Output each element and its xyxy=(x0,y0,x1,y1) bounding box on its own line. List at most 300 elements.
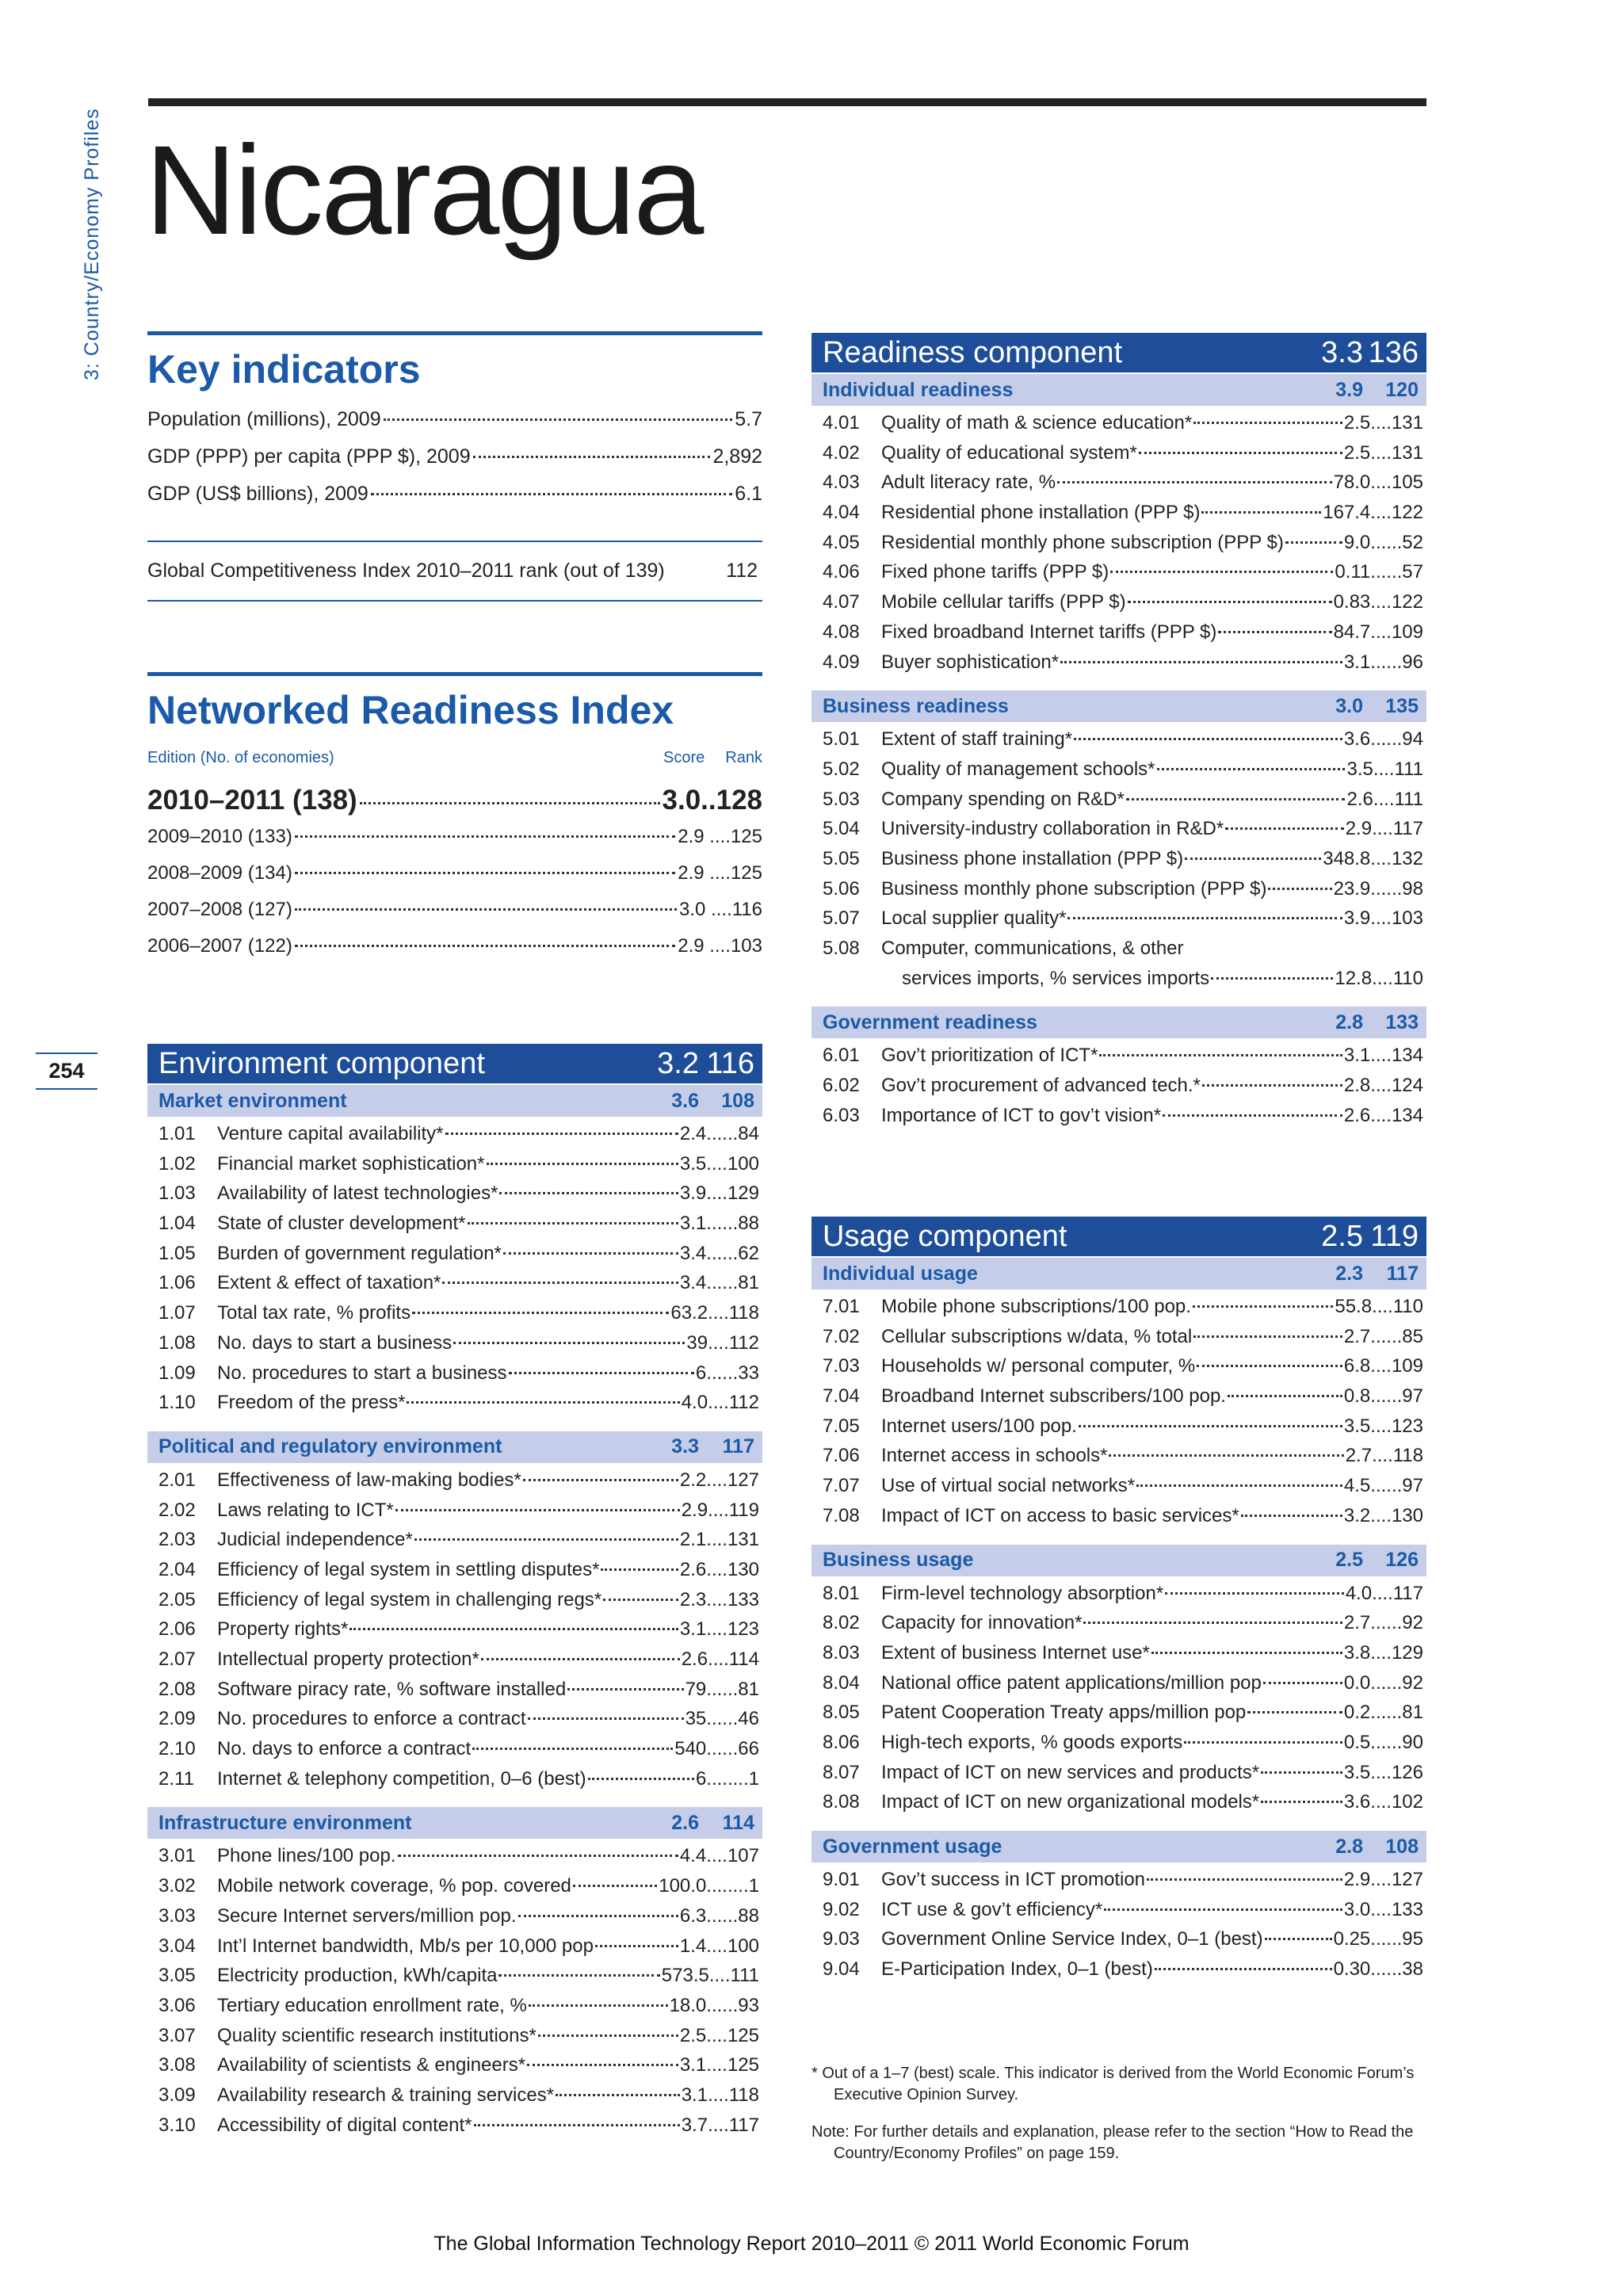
indicator-label: Tertiary education enrollment rate, % xyxy=(217,1994,527,2016)
indicator-number: 5.08 xyxy=(823,938,860,959)
indicator-number: 7.06 xyxy=(823,1445,860,1467)
indicator-score: 6 xyxy=(695,1362,707,1384)
indicator-label: Internet & telephony competition, 0–6 (best) xyxy=(217,1767,586,1790)
indicator-label: Households w/ personal computer, % xyxy=(881,1355,1196,1377)
nri-score-rank: 3.0..128 xyxy=(662,785,762,816)
indicator-score: 2.7 xyxy=(1345,1445,1373,1467)
indicator-score: 3.5 xyxy=(1343,1415,1371,1437)
indicator-rank: 92 xyxy=(1402,1671,1423,1694)
subindex-score: 3.0 xyxy=(1335,694,1363,717)
nri-score-rank: 3.0 ....116 xyxy=(679,899,762,920)
indicator-number: 3.09 xyxy=(158,2084,196,2106)
dot-leader xyxy=(412,1312,669,1314)
indicator-rank: 92 xyxy=(1402,1612,1423,1634)
nri-edition-header: Edition (No. of economies) xyxy=(147,749,334,766)
indicator-rank: 132 xyxy=(1391,847,1423,869)
nri-history-row xyxy=(147,899,762,935)
indicator-number: 2.05 xyxy=(158,1588,196,1610)
indicator-label: Population (millions), 2009 xyxy=(147,408,381,430)
dot-leader xyxy=(384,418,733,421)
indicator-score: 84.7 xyxy=(1333,621,1371,643)
indicator-row xyxy=(823,442,1423,472)
indicator-score: 3.4 xyxy=(679,1272,707,1294)
indicator-number: 5.03 xyxy=(823,788,860,810)
indicator-row xyxy=(823,1791,1423,1821)
subindex-name: Individual readiness xyxy=(823,378,1014,401)
nri-edition: 2007–2008 (127) xyxy=(147,899,292,920)
dot-leader xyxy=(528,1717,684,1720)
indicator-label: No. procedures to enforce a contract xyxy=(217,1708,526,1730)
indicator-rank: 127 xyxy=(727,1469,759,1491)
indicator-label: No. days to start a business xyxy=(217,1331,453,1354)
indicator-rank: 103 xyxy=(1391,907,1423,930)
indicator-label: Gov’t prioritization of ICT* xyxy=(881,1045,1098,1067)
indicator-row xyxy=(158,1708,759,1738)
dot-leader xyxy=(295,835,675,838)
indicator-label: Impact of ICT on new organizational models* xyxy=(881,1791,1260,1813)
indicator-rank: 102 xyxy=(1391,1791,1423,1813)
indicator-number: 1.06 xyxy=(158,1272,196,1294)
subindex-header xyxy=(812,374,1426,406)
indicator-label: Impact of ICT on new services and products* xyxy=(881,1761,1260,1783)
indicator-number: 8.08 xyxy=(823,1791,860,1813)
indicator-list xyxy=(147,1463,762,1806)
dot-separator: ...... xyxy=(1370,1958,1403,1981)
indicator-label: Efficiency of legal system in challenging regs* xyxy=(217,1588,602,1610)
indicator-row xyxy=(158,1589,759,1619)
nri-edition: 2010–2011 (138) xyxy=(147,785,357,816)
indicator-rank: 81 xyxy=(738,1272,759,1294)
dot-separator: .... xyxy=(1370,1075,1392,1097)
indicator-number: 1.03 xyxy=(158,1182,196,1205)
indicator-rank: 124 xyxy=(1391,1075,1423,1097)
indicator-number: 2.01 xyxy=(158,1469,196,1491)
dot-leader xyxy=(1197,1365,1342,1367)
dot-leader xyxy=(538,2034,678,2037)
indicator-rank: 110 xyxy=(1392,967,1423,989)
indicator-number: 1.04 xyxy=(158,1213,196,1235)
indicator-row xyxy=(823,1762,1423,1792)
indicator-row xyxy=(823,1355,1423,1385)
indicator-row xyxy=(823,1045,1423,1075)
indicator-score: 23.9 xyxy=(1333,877,1371,900)
indicator-label: Computer, communications, & other xyxy=(881,938,1184,959)
key-indicators-list xyxy=(147,408,762,520)
indicator-rank: 133 xyxy=(727,1588,759,1610)
dot-leader xyxy=(349,1628,678,1630)
indicator-number: 7.02 xyxy=(823,1325,860,1347)
dot-separator: .... xyxy=(1370,472,1392,494)
component-score: 2.5 xyxy=(1321,1219,1363,1253)
indicator-number: 1.05 xyxy=(158,1242,196,1264)
indicator-rank: 84 xyxy=(738,1123,759,1144)
nri-edition: 2009–2010 (133) xyxy=(147,826,292,847)
subindex-rank: 133 xyxy=(1385,1010,1419,1033)
dot-leader xyxy=(481,1658,680,1660)
indicator-rank: 1 xyxy=(748,1875,759,1897)
indicator-number: 8.05 xyxy=(823,1702,860,1724)
indicator-number: 8.02 xyxy=(823,1612,860,1634)
indicator-number: 7.08 xyxy=(823,1504,860,1526)
indicator-row xyxy=(158,1499,759,1530)
dot-leader xyxy=(1099,1054,1342,1056)
indicator-rank: 131 xyxy=(1391,441,1423,464)
dot-separator: .... xyxy=(706,1558,727,1580)
indicator-number: 7.05 xyxy=(823,1415,860,1437)
dot-leader xyxy=(588,1778,694,1780)
indicator-number: 5.04 xyxy=(823,818,860,840)
dot-separator: .... xyxy=(706,1588,727,1610)
indicator-label: Adult literacy rate, % xyxy=(881,472,1056,494)
indicator-label: Cellular subscriptions w/data, % total xyxy=(881,1325,1193,1347)
indicator-number: 3.08 xyxy=(158,2054,196,2076)
indicator-label: Property rights* xyxy=(217,1618,349,1641)
dot-separator: .... xyxy=(1370,1898,1392,1920)
indicator-number: 8.06 xyxy=(823,1731,860,1753)
indicator-rank: 98 xyxy=(1402,877,1423,900)
dot-separator: ...... xyxy=(706,1123,739,1144)
indicator-label: Secure Internet servers/million pop. xyxy=(217,1904,517,1927)
indicator-row xyxy=(158,1153,759,1183)
dot-leader xyxy=(518,1915,678,1917)
dot-leader xyxy=(1139,452,1342,454)
indicator-rank: 111 xyxy=(730,1965,759,1987)
indicator-score: 2.2 xyxy=(679,1469,707,1491)
indicator-number: 4.04 xyxy=(823,502,860,524)
indicator-rank: 81 xyxy=(1402,1702,1423,1724)
indicator-label: Residential phone installation (PPP $) xyxy=(881,502,1201,524)
dot-leader xyxy=(1193,1305,1333,1308)
indicator-row xyxy=(823,878,1423,908)
dot-leader xyxy=(499,1192,678,1194)
indicator-rank: 130 xyxy=(1391,1504,1423,1526)
dot-separator: .... xyxy=(1370,1761,1392,1783)
indicator-rank: 52 xyxy=(1402,531,1423,553)
component-rank: 136 xyxy=(1368,335,1419,369)
indicator-rank: 105 xyxy=(1391,472,1423,494)
indicator-label-continued: services imports, % services imports xyxy=(902,967,1210,989)
indicator-label: Efficiency of legal system in settling disputes* xyxy=(217,1558,600,1580)
indicator-rank: 127 xyxy=(1391,1869,1423,1890)
dot-separator: ...... xyxy=(1370,1702,1403,1724)
dot-leader xyxy=(1285,541,1342,544)
subindex-name: Business usage xyxy=(823,1549,974,1571)
subindex-header xyxy=(812,1258,1426,1289)
dot-separator: ...... xyxy=(1370,1612,1403,1634)
indicator-score: 3.5 xyxy=(1343,1761,1371,1783)
indicator-row xyxy=(158,1332,759,1362)
indicator-row xyxy=(823,1672,1423,1702)
indicator-label: Government Online Service Index, 0–1 (best) xyxy=(881,1928,1263,1950)
dot-separator: .... xyxy=(1370,1504,1392,1526)
component-name: Environment component xyxy=(158,1046,485,1080)
indicator-rank: 134 xyxy=(1391,1104,1423,1126)
dot-leader xyxy=(1165,1592,1344,1595)
dot-separator: .... xyxy=(1373,788,1395,810)
dot-separator: .... xyxy=(1370,1641,1392,1664)
indicator-rank: 123 xyxy=(1391,1415,1423,1437)
indicator-number: 9.02 xyxy=(823,1898,860,1920)
indicator-rank: 81 xyxy=(738,1678,759,1700)
indicator-number: 3.03 xyxy=(158,1904,196,1927)
indicator-list xyxy=(812,406,1426,689)
dot-leader xyxy=(1185,858,1321,860)
indicator-number: 1.01 xyxy=(158,1123,196,1144)
dot-leader xyxy=(1057,481,1331,483)
indicator-rank: 57 xyxy=(1402,561,1423,583)
gci-value: 112 xyxy=(726,560,758,582)
indicator-score: 2.5 xyxy=(1343,441,1371,464)
indicator-rank: 112 xyxy=(728,1331,759,1354)
nri-edition: 2008–2009 (134) xyxy=(147,862,292,884)
indicator-score: 3.1 xyxy=(679,1213,707,1235)
component-header xyxy=(812,1217,1426,1256)
indicator-label: Company spending on R&D* xyxy=(881,788,1125,810)
dot-leader xyxy=(295,872,675,874)
indicator-row xyxy=(823,1075,1423,1105)
nri-history-row xyxy=(147,862,762,899)
dot-separator: ...... xyxy=(706,1242,739,1264)
subindex-rank: 120 xyxy=(1385,378,1419,401)
dot-leader xyxy=(1261,1801,1342,1803)
indicator-label: Financial market sophistication* xyxy=(217,1152,485,1175)
page-footer: The Global Information Technology Report 2010–2011 © 2011 World Economic Forum xyxy=(433,2233,1190,2255)
subindex-header xyxy=(147,1807,762,1839)
environment-component xyxy=(147,1044,762,2152)
indicator-number: 3.01 xyxy=(158,1845,196,1867)
indicator-score: 12.8 xyxy=(1335,967,1373,989)
dot-leader xyxy=(1126,798,1346,800)
indicator-number: 8.01 xyxy=(823,1582,860,1604)
subindex-name: Market environment xyxy=(158,1089,347,1112)
indicator-label: Importance of ICT to gov’t vision* xyxy=(881,1104,1162,1126)
indicator-label: Availability of latest technologies* xyxy=(217,1182,498,1205)
indicator-number: 5.01 xyxy=(823,728,860,751)
dot-separator: .... xyxy=(706,1845,727,1867)
indicator-score: 55.8 xyxy=(1335,1296,1373,1317)
indicator-score: 4.5 xyxy=(1343,1475,1371,1497)
indicator-row xyxy=(823,1296,1423,1326)
indicator-rank: 66 xyxy=(738,1738,759,1760)
indicator-rank: 133 xyxy=(1391,1898,1423,1920)
indicator-score: 2.3 xyxy=(679,1588,707,1610)
dot-separator: .... xyxy=(706,1529,727,1551)
indicator-label: Software piracy rate, % software installed xyxy=(217,1678,567,1700)
dot-leader xyxy=(398,1855,678,1857)
indicator-number: 7.03 xyxy=(823,1355,860,1377)
indicator-row xyxy=(158,2025,759,2055)
indicator-score: 3.5 xyxy=(679,1152,707,1175)
indicator-rank: 131 xyxy=(727,1529,759,1551)
indicator-rank: 100 xyxy=(727,1152,759,1175)
dot-separator: .... xyxy=(1370,591,1392,613)
indicator-rank: 126 xyxy=(1391,1761,1423,1783)
indicator-score: 6 xyxy=(695,1767,707,1790)
indicator-label: Freedom of the press* xyxy=(217,1392,406,1414)
indicator-rank: 88 xyxy=(738,1213,759,1235)
indicator-label: Broadband Internet subscribers/100 pop. xyxy=(881,1385,1226,1408)
component-score: 3.3 xyxy=(1321,335,1363,369)
dot-leader xyxy=(1104,1908,1342,1911)
indicator-row xyxy=(158,1123,759,1153)
subindex-rank: 135 xyxy=(1385,694,1419,717)
indicator-rank: 112 xyxy=(728,1392,759,1414)
indicator-score: 2.5 xyxy=(1343,412,1371,434)
indicator-label: State of cluster development* xyxy=(217,1213,466,1235)
dot-leader xyxy=(1128,601,1332,603)
indicator-rank: 111 xyxy=(1394,788,1423,810)
indicator-number: 9.03 xyxy=(823,1928,860,1950)
dot-leader xyxy=(1151,1652,1342,1654)
indicator-list xyxy=(812,1289,1426,1543)
indicator-score: 3.2 xyxy=(1343,1504,1371,1526)
dot-leader xyxy=(1241,1515,1342,1517)
indicator-score: 78.0 xyxy=(1333,472,1371,494)
dot-separator: ...... xyxy=(706,1738,739,1760)
indicator-score: 2.6 xyxy=(1346,788,1373,810)
indicator-row xyxy=(823,621,1423,651)
indicator-rank: 110 xyxy=(1392,1296,1423,1317)
dot-separator: ...... xyxy=(1370,651,1403,673)
dot-leader xyxy=(527,2064,678,2066)
dot-separator: .... xyxy=(708,1331,729,1354)
indicator-label: Judicial independence* xyxy=(217,1529,413,1551)
indicator-row xyxy=(823,1326,1423,1356)
dot-separator: .... xyxy=(708,1648,729,1670)
indicator-score: 2.7 xyxy=(1343,1325,1371,1347)
indicator-score: 3.9 xyxy=(679,1182,707,1205)
subindex-score: 2.5 xyxy=(1335,1549,1363,1571)
indicator-rank: 119 xyxy=(728,1499,759,1521)
indicator-row xyxy=(823,1642,1423,1672)
indicator-number: 9.01 xyxy=(823,1869,860,1890)
indicator-number: 3.02 xyxy=(158,1875,196,1897)
subindex-score: 3.3 xyxy=(671,1435,699,1458)
nri-score-rank: 2.9 ....103 xyxy=(678,935,762,957)
indicator-rank: 94 xyxy=(1402,728,1423,751)
nri-edition: 2006–2007 (122) xyxy=(147,935,292,957)
indicator-score: 63.2 xyxy=(670,1302,708,1324)
indicator-list xyxy=(812,1862,1426,1996)
indicator-row xyxy=(823,1475,1423,1505)
indicator-label: National office patent applications/million pop xyxy=(881,1671,1262,1694)
indicator-number: 6.03 xyxy=(823,1104,860,1126)
indicator-rank: 109 xyxy=(1391,621,1423,643)
indicator-rank: 122 xyxy=(1391,502,1423,524)
indicator-label: Quality of management schools* xyxy=(881,758,1155,780)
dot-separator: .... xyxy=(1372,1296,1393,1317)
indicator-rank: 122 xyxy=(1391,591,1423,613)
indicator-label: Accessibility of digital content* xyxy=(217,2114,472,2136)
indicator-row xyxy=(823,1958,1423,1988)
dot-leader xyxy=(1184,1741,1342,1744)
gci-row xyxy=(147,542,762,600)
indicator-label: E-Participation Index, 0–1 (best) xyxy=(881,1958,1153,1981)
indicator-label: High-tech exports, % goods exports xyxy=(881,1731,1183,1753)
dot-separator: ...... xyxy=(706,1678,739,1700)
indicator-score: 2.9 xyxy=(1345,818,1373,840)
dot-leader xyxy=(567,1688,683,1690)
indicator-label: University-industry collaboration in R&D* xyxy=(881,818,1224,840)
indicator-row xyxy=(823,412,1423,442)
indicator-row xyxy=(823,1702,1423,1732)
indicator-score: 79 xyxy=(685,1678,707,1700)
indicator-label: Patent Cooperation Treaty apps/million pop xyxy=(881,1702,1247,1724)
indicator-score: 100.0 xyxy=(659,1875,707,1897)
indicator-label: Availability of scientists & engineers* xyxy=(217,2054,526,2076)
indicator-score: 3.8 xyxy=(1343,1641,1371,1664)
indicator-score: 3.1 xyxy=(679,1618,707,1641)
gci-label: Global Competitiveness Index 2010–2011 rank (out of 139) xyxy=(147,560,665,582)
dot-separator: .... xyxy=(708,2114,729,2136)
dot-leader xyxy=(1157,768,1346,770)
indicator-score: 18.0 xyxy=(669,1994,707,2016)
nri-history-row xyxy=(147,826,762,862)
indicator-label: GDP (PPP) per capita (PPP $), 2009 xyxy=(147,445,471,468)
indicator-rank: 117 xyxy=(1392,818,1423,840)
indicator-label: Internet users/100 pop. xyxy=(881,1415,1077,1437)
indicator-row xyxy=(147,408,762,445)
subindex-score: 2.3 xyxy=(1335,1262,1363,1285)
dot-separator: ...... xyxy=(1370,1475,1403,1497)
indicator-row xyxy=(147,445,762,483)
footnotes xyxy=(812,2063,1426,2180)
indicator-score: 1.4 xyxy=(679,1935,707,1957)
dot-leader xyxy=(1163,1114,1342,1117)
indicator-score: 0.83 xyxy=(1333,591,1371,613)
indicator-number: 7.07 xyxy=(823,1475,860,1497)
indicator-score: 6.3 xyxy=(679,1904,707,1927)
indicator-rank: 134 xyxy=(1391,1045,1423,1067)
indicator-score: 9.0 xyxy=(1343,531,1371,553)
indicator-label: Int’l Internet bandwidth, Mb/s per 10,000 pop xyxy=(217,1935,594,1957)
indicator-number: 7.01 xyxy=(823,1296,860,1317)
readiness-component xyxy=(812,333,1426,1142)
indicator-label: Laws relating to ICT* xyxy=(217,1499,394,1521)
dot-leader xyxy=(445,1133,678,1135)
dot-separator: ...... xyxy=(1370,1731,1403,1753)
dot-leader xyxy=(1201,511,1321,514)
indicator-list xyxy=(812,722,1426,1005)
dot-leader xyxy=(1155,1968,1332,1970)
indicator-score: 35 xyxy=(685,1708,707,1730)
footnote-note: Note: For further details and explanation, please refer to the section “How to Read the Country/Economy Profiles” on page 159. xyxy=(812,2123,1414,2162)
dot-leader xyxy=(603,1599,678,1601)
dot-separator: ...... xyxy=(706,1994,739,2016)
indicator-score: 4.0 xyxy=(681,1392,708,1414)
indicator-label: Venture capital availability* xyxy=(217,1123,444,1144)
indicator-number: 4.05 xyxy=(823,531,860,553)
indicator-number: 2.11 xyxy=(158,1767,194,1790)
section-rule xyxy=(147,331,762,335)
subindex-header xyxy=(147,1431,762,1463)
indicator-row xyxy=(158,2115,759,2145)
indicator-number: 6.02 xyxy=(823,1075,860,1097)
indicator-row xyxy=(158,1362,759,1392)
divider xyxy=(147,600,762,602)
dot-separator: ...... xyxy=(1370,1325,1403,1347)
nri-history-row xyxy=(147,935,762,972)
indicator-score: 3.1 xyxy=(681,2084,708,2106)
indicator-number: 3.06 xyxy=(158,1994,196,2016)
dot-separator: ...... xyxy=(706,1708,739,1730)
dot-leader xyxy=(474,2124,680,2126)
dot-separator: .... xyxy=(706,2054,727,2076)
indicator-number: 3.10 xyxy=(158,2114,196,2136)
indicator-row xyxy=(823,1899,1423,1929)
component-name: Usage component xyxy=(823,1219,1067,1253)
dot-leader xyxy=(453,1342,685,1344)
